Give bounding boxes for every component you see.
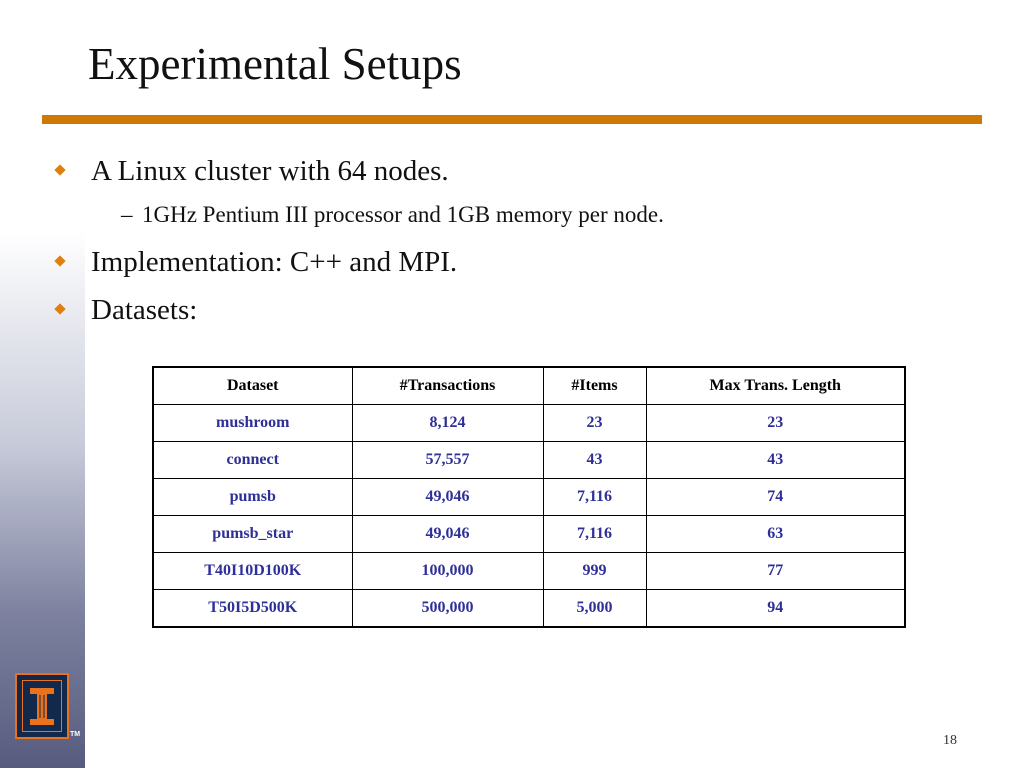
bullet-text: Datasets: [91, 294, 198, 326]
table-row [153, 553, 905, 590]
table-cell: 49,046 [352, 516, 543, 553]
table-row [153, 405, 905, 442]
table-cell: 7,116 [543, 516, 646, 553]
table-cell: 57,557 [352, 442, 543, 479]
page-number: 18 [943, 733, 957, 748]
table-cell: 8,124 [352, 405, 543, 442]
datasets-table [152, 366, 906, 628]
table-cell: 999 [543, 553, 646, 590]
table-cell: 23 [543, 405, 646, 442]
bullet-text: Implementation: C++ and MPI. [91, 246, 458, 278]
table-cell: T50I5D500K [153, 590, 352, 628]
table-cell: 5,000 [543, 590, 646, 628]
table-cell: 7,116 [543, 479, 646, 516]
table-row [153, 590, 905, 628]
dash-marker: – [121, 202, 133, 227]
trademark-mark: TM [70, 731, 81, 738]
table-cell: pumsb_star [153, 516, 352, 553]
block-i-glyph-icon [17, 675, 67, 737]
column-header-items: #Items [543, 367, 646, 405]
table-cell: mushroom [153, 405, 352, 442]
table-row [153, 516, 905, 553]
table-cell: pumsb [153, 479, 352, 516]
table-row [153, 479, 905, 516]
table-cell: T40I10D100K [153, 553, 352, 590]
table-cell: 63 [646, 516, 905, 553]
table-cell: 94 [646, 590, 905, 628]
table-row [153, 442, 905, 479]
table-header-row [153, 367, 905, 405]
table-cell: 23 [646, 405, 905, 442]
table-cell: 49,046 [352, 479, 543, 516]
sub-bullet-text: 1GHz Pentium III processor and 1GB memory per node. [142, 202, 664, 227]
column-header-max-trans-length: Max Trans. Length [646, 367, 905, 405]
table-cell: 100,000 [352, 553, 543, 590]
table-cell: 43 [543, 442, 646, 479]
column-header-dataset: Dataset [153, 367, 352, 405]
title-divider [42, 115, 982, 124]
column-header-transactions: #Transactions [352, 367, 543, 405]
table-cell: 74 [646, 479, 905, 516]
university-block-i-logo-icon [15, 673, 69, 739]
slide-title: Experimental Setups [88, 39, 462, 89]
table-cell: connect [153, 442, 352, 479]
table-cell: 77 [646, 553, 905, 590]
bullet-text: A Linux cluster with 64 nodes. [91, 155, 449, 187]
table-cell: 500,000 [352, 590, 543, 628]
table-cell: 43 [646, 442, 905, 479]
